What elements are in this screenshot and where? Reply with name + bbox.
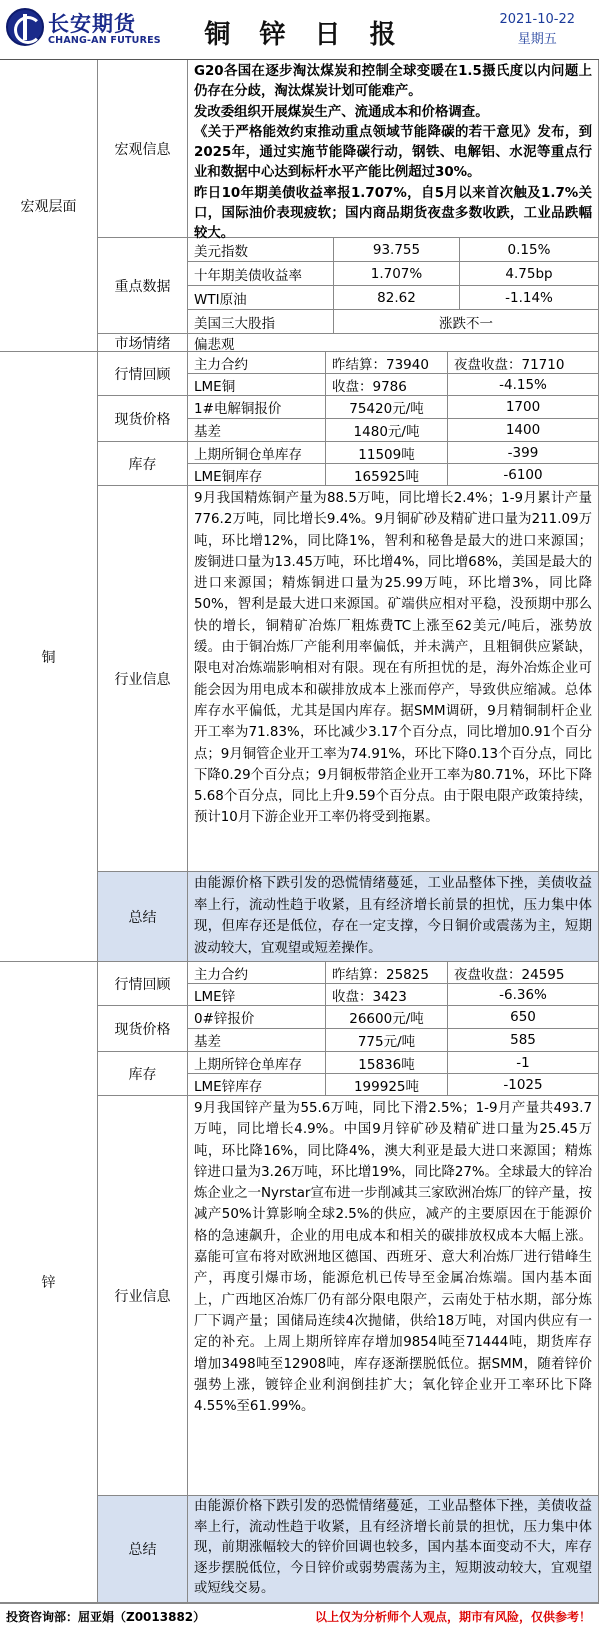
zinc-spot-change: 650 <box>448 1006 599 1029</box>
sentiment-value: 偏悲观 <box>188 334 599 352</box>
key-data-change: 4.75bp <box>460 262 599 286</box>
key-data-name: 美元指数 <box>188 238 334 262</box>
zinc-review-night: 夜盘收盘：24595 <box>448 962 599 984</box>
copper-stock-change: -6100 <box>448 464 599 486</box>
zinc-spot-value: 775元/吨 <box>326 1029 448 1052</box>
report-footer <box>0 1603 599 1626</box>
copper-review-night: 夜盘收盘：71710 <box>448 352 599 374</box>
copper-summary-label: 总结 <box>98 872 188 962</box>
copper-summary-text: 由能源价格下跌引发的恐慌情绪蔓延，工业品整体下挫，美债收益率上行，流动性趋于收紧，且有经济增长前景的担忧，压力集中体现，但库存还是低位，存在一定支撑，今日铜价或震荡为主，短期波动较大，宜观望或短差操作。 <box>188 872 599 962</box>
copper-review-name: 主力合约 <box>188 352 326 374</box>
zinc-spot-value: 26600元/吨 <box>326 1006 448 1029</box>
company-logo <box>6 6 161 52</box>
logo-chinese-name: 长安期货 <box>48 12 136 36</box>
key-data-change: 0.15% <box>460 238 599 262</box>
report-weekday: 星期五 <box>517 32 557 47</box>
report-date <box>499 10 575 50</box>
zinc-stock-name: 上期所锌仓单库存 <box>188 1052 326 1074</box>
zinc-stock-name: LME锌库存 <box>188 1074 326 1096</box>
copper-spot-change: 1400 <box>448 419 599 442</box>
key-data-value: 1.707% <box>334 262 460 286</box>
key-data-name: WTI原油 <box>188 286 334 310</box>
zinc-review-prev: 昨结算：25825 <box>326 962 448 984</box>
report-header <box>0 0 599 60</box>
copper-review-name: LME铜 <box>188 374 326 396</box>
zinc-industry-text: 9月我国锌产量为55.6万吨，同比下滑2.5%；1-9月产量共493.7万吨，同比增长4.9%。中国9月锌矿砂及精矿进口量为25.45万吨，环比降16%，同比降4%，澳大利亚是最大进口来源国；精炼锌进口量为3.26万吨，环比增19%，同比降27%。全球最大的锌冶炼企业之一Nyrstar宣布进一步削减其三家欧洲冶炼厂的锌产量，按减产50%计算影响全球2.5%的供应，减产的主要原因在于能源价格的急速飙升，企业的用电成本和相关的碳排放权成本大幅上涨。嘉能可宣布将对欧洲地区德国、西班牙、意大利冶炼厂进行错峰生产，再度引爆市场，能源危机已传导至金属冶炼端。国内基本面上，广西地区冶炼厂仍有部分限电限产，云南处于枯水期，部分炼厂下调产量；国储局连续4次抛储，供给18万吨，对国内供应有一定的补充。上周上期所锌库存增加9854吨至71444吨，期货库存增加3498吨至12908吨，库存逐渐摆脱低位。据SMM，随着锌价强势上涨，镀锌企业利润倒挂扩大；氧化锌企业开工率环比下降4.55%至61.99%。 <box>188 1096 599 1496</box>
chang-an-logo-icon <box>6 8 44 46</box>
zinc-summary-label: 总结 <box>98 1496 188 1603</box>
copper-spot-change: 1700 <box>448 396 599 419</box>
copper-review-label: 行情回顾 <box>98 352 188 396</box>
zinc-spot-name: 0#锌报价 <box>188 1006 326 1029</box>
zinc-stock-value: 15836吨 <box>326 1052 448 1074</box>
key-data-name: 美国三大股指 <box>188 310 334 334</box>
section-copper: 铜 <box>0 352 98 962</box>
risk-disclaimer: 以上仅为分析师个人观点，期市有风险，仅供参考！ <box>314 1610 591 1624</box>
key-data-merged-value: 涨跌不一 <box>334 310 599 334</box>
copper-review-prev: 收盘：9786 <box>326 374 448 396</box>
copper-review-prev: 昨结算：73940 <box>326 352 448 374</box>
copper-stock-value: 11509吨 <box>326 442 448 464</box>
section-macro: 宏观层面 <box>0 60 98 352</box>
key-data-label: 重点数据 <box>98 238 188 334</box>
copper-spot-value: 1480元/吨 <box>326 419 448 442</box>
macro-info-label: 宏观信息 <box>98 60 188 238</box>
sentiment-label: 市场情绪 <box>98 334 188 352</box>
zinc-stock-label: 库存 <box>98 1052 188 1096</box>
macro-info-text: G20各国在逐步淘汰煤炭和控制全球变暖在1.5摄氏度以内问题上仍存在分歧，淘汰煤炭计划可能难产。 发改委组织开展煤炭生产、流通成本和价格调查。 《关于严格能效约束推动重点领域节能降碳的若干意见》发布，到2025年，通过实施节能降碳行动，钢铁、电解铝、水泥等重点行业和数据中心达到标杆水平产能比例超过30%。 昨日10年期美债收益率报1.707%，自5月以来首次触及1.7%关口，国际油价表现疲软；国内商品期货夜盘多数收跌，工业品跌幅较大。 <box>188 60 599 238</box>
key-data-value: 93.755 <box>334 238 460 262</box>
copper-industry-text: 9月我国精炼铜产量为88.5万吨，同比增长2.4%；1-9月累计产量776.2万吨，同比增长9.4%。9月铜矿砂及精矿进口量为211.09万吨，环比增12%，同比降1%，智利和秘鲁是最大的进口来源国；废铜进口量为13.45万吨，环比增4%，同比增68%，美国是最大的进口来源国；精炼铜进口量为25.99万吨，环比增3%，同比降50%，智利是最大进口来源国。矿端供应相对平稳，没预期中那么快的增长，铜精矿冶炼厂粗炼费TC上涨至62美元/吨后，涨势放缓。由于铜冶炼厂产能利用率偏低，并未满产，且粗铜供应紧缺，限电对冶炼端影响相对有限。现在有所担忧的是，海外冶炼企业可能会因为用电成本和碳排放成本上涨而停产，导致供应缩减。总体库存水平偏低，尤其是国内库存。据SMM调研，9月精铜制杆企业开工率为71.83%，环比减少3.17个百分点，同比增加0.91个百分点；9月铜管企业开工率为74.91%，环比下降0.13个百分点，同比下降0.29个百分点；9月铜板带箔企业开工率为80.71%，环比下降5.68个百分点，同比上升9.59个百分点。由于限电限产政策持续，预计10月下游企业开工率仍将受到拖累。 <box>188 486 599 872</box>
copper-review-night: -4.15% <box>448 374 599 396</box>
zinc-stock-change: -1 <box>448 1052 599 1074</box>
zinc-industry-label: 行业信息 <box>98 1096 188 1496</box>
copper-spot-value: 75420元/吨 <box>326 396 448 419</box>
logo-english-name: CHANG-AN FUTURES <box>48 35 161 46</box>
copper-industry-label: 行业信息 <box>98 486 188 872</box>
zinc-spot-name: 基差 <box>188 1029 326 1052</box>
report-date-text: 2021-10-22 <box>499 12 575 27</box>
zinc-stock-value: 199925吨 <box>326 1074 448 1096</box>
zinc-review-name: LME锌 <box>188 984 326 1006</box>
section-zinc: 锌 <box>0 962 98 1603</box>
zinc-spot-label: 现货价格 <box>98 1006 188 1052</box>
analyst-contact: 投资咨询部：屈亚娟（Z0013882） <box>6 1610 206 1624</box>
copper-stock-label: 库存 <box>98 442 188 486</box>
zinc-stock-change: -1025 <box>448 1074 599 1096</box>
copper-stock-value: 165925吨 <box>326 464 448 486</box>
copper-spot-label: 现货价格 <box>98 396 188 442</box>
copper-spot-name: 1#电解铜报价 <box>188 396 326 419</box>
zinc-review-prev: 收盘：3423 <box>326 984 448 1006</box>
zinc-summary-text: 由能源价格下跌引发的恐慌情绪蔓延，工业品整体下挫，美债收益率上行，流动性趋于收紧，且有经济增长前景的担忧，压力集中体现，前期涨幅较大的锌价回调也较多，国内基本面变动不大，库存逐步摆脱低位，今日锌价或弱势震荡为主，短期波动较大，宜观望或短线交易。 <box>188 1496 599 1603</box>
copper-stock-change: -399 <box>448 442 599 464</box>
report-title: 铜 锌 日 报 <box>204 20 406 50</box>
zinc-review-name: 主力合约 <box>188 962 326 984</box>
zinc-spot-change: 585 <box>448 1029 599 1052</box>
copper-stock-name: 上期所铜仓单库存 <box>188 442 326 464</box>
key-data-value: 82.62 <box>334 286 460 310</box>
key-data-change: -1.14% <box>460 286 599 310</box>
zinc-review-night: -6.36% <box>448 984 599 1006</box>
copper-spot-name: 基差 <box>188 419 326 442</box>
zinc-review-label: 行情回顾 <box>98 962 188 1006</box>
copper-stock-name: LME铜库存 <box>188 464 326 486</box>
key-data-name: 十年期美债收益率 <box>188 262 334 286</box>
